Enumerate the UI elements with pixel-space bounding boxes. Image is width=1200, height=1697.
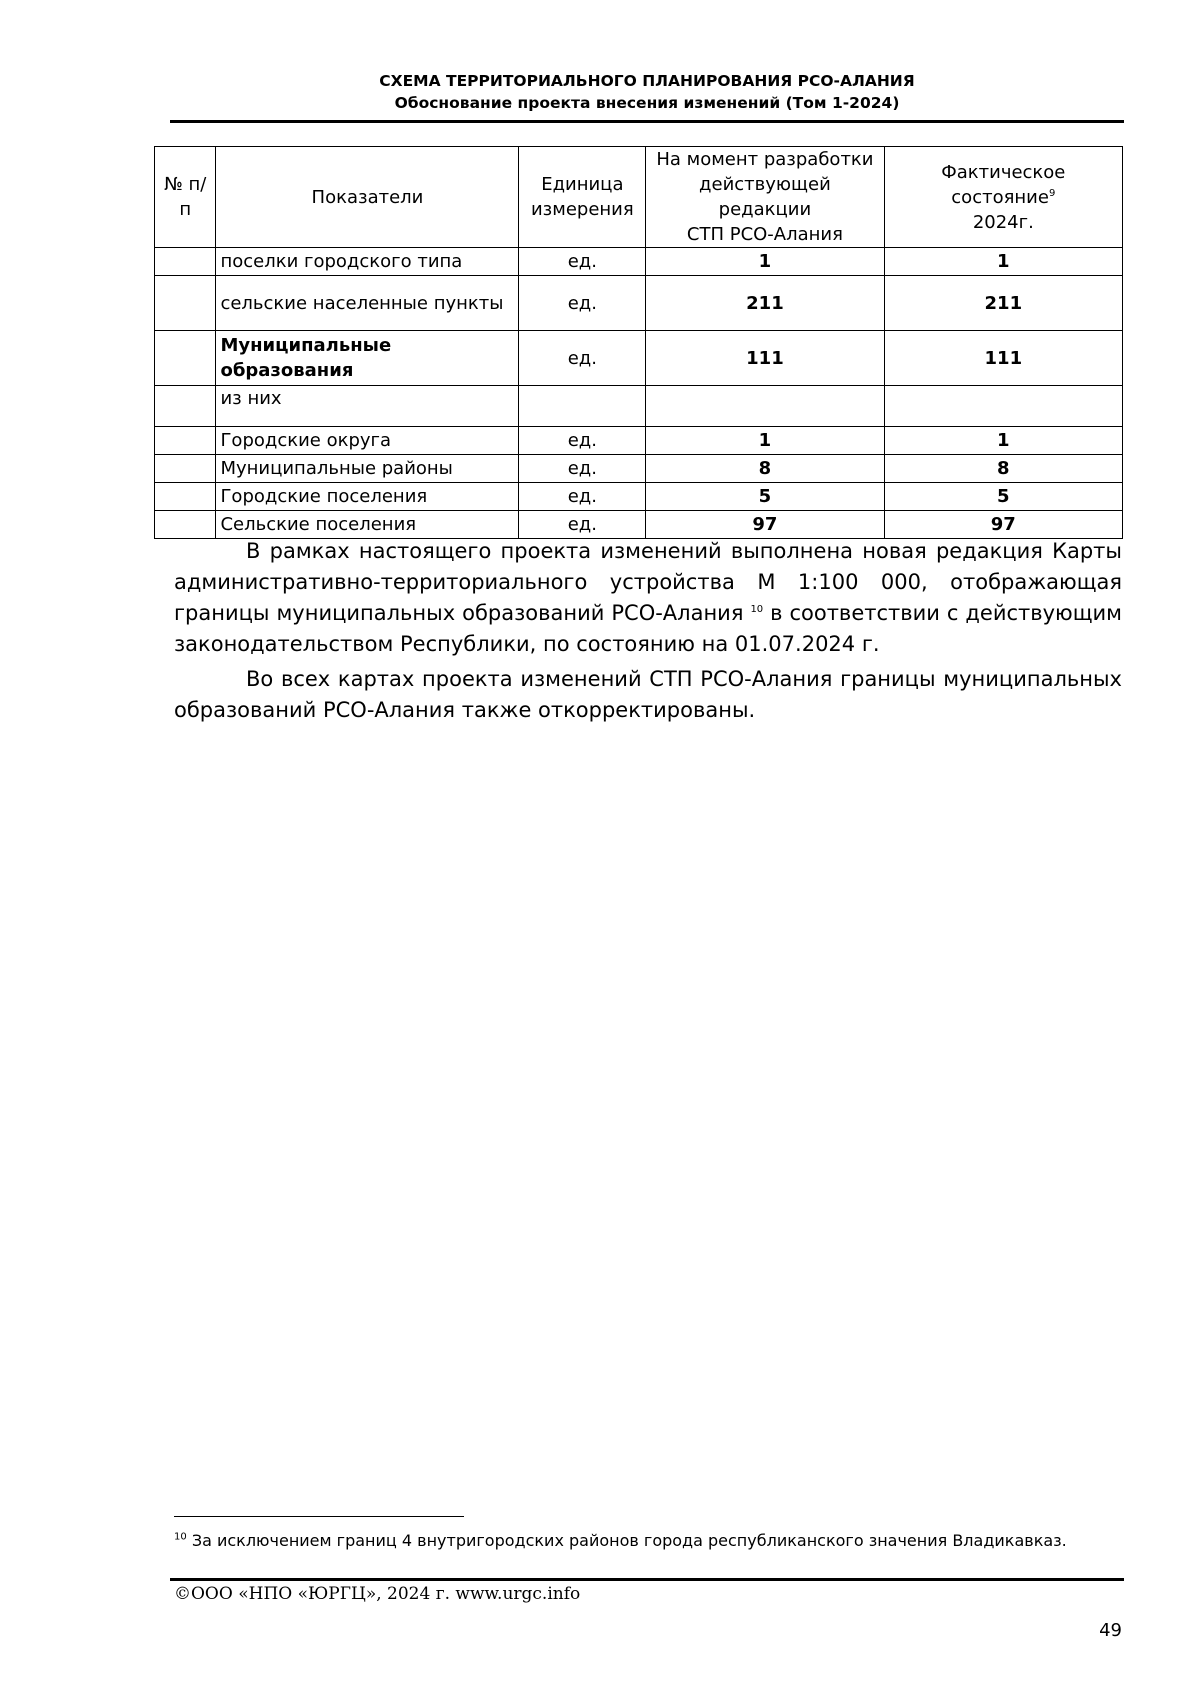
table-row xyxy=(155,248,1123,276)
indicator-cell: Муниципальные районы xyxy=(216,455,519,483)
column-header-unit: Единица измерения xyxy=(519,147,646,248)
indicator-cell: Муниципальные образования xyxy=(216,331,519,386)
unit-cell: ед. xyxy=(519,455,646,483)
table-row xyxy=(155,331,1123,386)
actual-value-cell: 1 xyxy=(884,427,1122,455)
body-paragraph: Во всех картах проекта изменений СТП РСО-Алания границы муниципальных образований РСО-Алания также откорректированы. xyxy=(174,667,1122,722)
unit-cell: ед. xyxy=(519,427,646,455)
document-subtitle: Обоснование проекта внесения изменений (Том 1-2024) xyxy=(394,94,900,112)
dev-value-cell: 97 xyxy=(646,511,884,539)
footnote-divider xyxy=(174,1516,464,1517)
unit-cell: ед. xyxy=(519,511,646,539)
actual-value-cell: 1 xyxy=(884,248,1122,276)
column-header-development: На момент разработки действующей редакции СТП РСО-Алания xyxy=(646,147,884,248)
column-header-actual: Фактическое состояние$^9$ 2024г. xyxy=(884,147,1122,248)
actual-value-cell: 97 xyxy=(884,511,1122,539)
dev-value-cell: 1 xyxy=(646,427,884,455)
table-row xyxy=(155,276,1123,331)
column-header-number: № п/п xyxy=(155,147,216,248)
actual-value-cell: 5 xyxy=(884,483,1122,511)
indicator-cell: Сельские поселения xyxy=(216,511,519,539)
table-row xyxy=(155,455,1123,483)
footnote xyxy=(174,1530,1067,1552)
header-divider xyxy=(170,120,1124,123)
indicator-cell: сельские населенные пункты xyxy=(216,276,519,331)
actual-value-cell xyxy=(884,386,1122,427)
unit-cell xyxy=(519,386,646,427)
dev-value-cell xyxy=(646,386,884,427)
footnote-ref-9: 9 xyxy=(1048,187,1056,199)
dev-value-cell: 211 xyxy=(646,276,884,331)
indicator-cell: Городские округа xyxy=(216,427,519,455)
indicator-cell: поселки городского типа xyxy=(216,248,519,276)
page-number: 49 xyxy=(1099,1620,1122,1641)
document-title: СХЕМА ТЕРРИТОРИАЛЬНОГО ПЛАНИРОВАНИЯ РСО-АЛАНИЯ xyxy=(379,72,915,90)
table-row xyxy=(155,511,1123,539)
page-header xyxy=(170,70,1124,114)
table-header-row xyxy=(155,147,1123,248)
dev-value-cell: 8 xyxy=(646,455,884,483)
footnote-mark: 10 xyxy=(174,1531,187,1543)
unit-cell: ед. xyxy=(519,331,646,386)
body-paragraph: В рамках настоящего проекта изменений выполнена новая редакция Карты административно-территориального устройства М 1:100 000, отображающая границы муниципальных образований РСО-Алания $^{10}$ в соответствии с действующим законодательством Республики, по состоянию на 01.07.2024 г. xyxy=(174,539,1122,656)
table-row xyxy=(155,483,1123,511)
statistics-table xyxy=(154,146,1123,539)
actual-value-cell: 111 xyxy=(884,331,1122,386)
actual-value-cell: 8 xyxy=(884,455,1122,483)
dev-value-cell: 5 xyxy=(646,483,884,511)
table-row xyxy=(155,427,1123,455)
unit-cell: ед. xyxy=(519,248,646,276)
footnote-ref-10: 10 xyxy=(750,604,764,615)
unit-cell: ед. xyxy=(519,276,646,331)
table-row xyxy=(155,386,1123,427)
footnote-text: За исключением границ 4 внутригородских районов города республиканского значения Владикавказ. xyxy=(186,1531,1067,1550)
unit-cell: ед. xyxy=(519,483,646,511)
dev-value-cell: 1 xyxy=(646,248,884,276)
column-header-indicator: Показатели xyxy=(216,147,519,248)
dev-value-cell: 111 xyxy=(646,331,884,386)
footer-divider xyxy=(170,1578,1124,1581)
indicator-cell: Городские поселения xyxy=(216,483,519,511)
copyright: ©ООО «НПО «ЮРГЦ», 2024 г. www.urgc.info xyxy=(174,1584,581,1604)
indicator-cell: из них xyxy=(216,386,519,427)
actual-value-cell: 211 xyxy=(884,276,1122,331)
